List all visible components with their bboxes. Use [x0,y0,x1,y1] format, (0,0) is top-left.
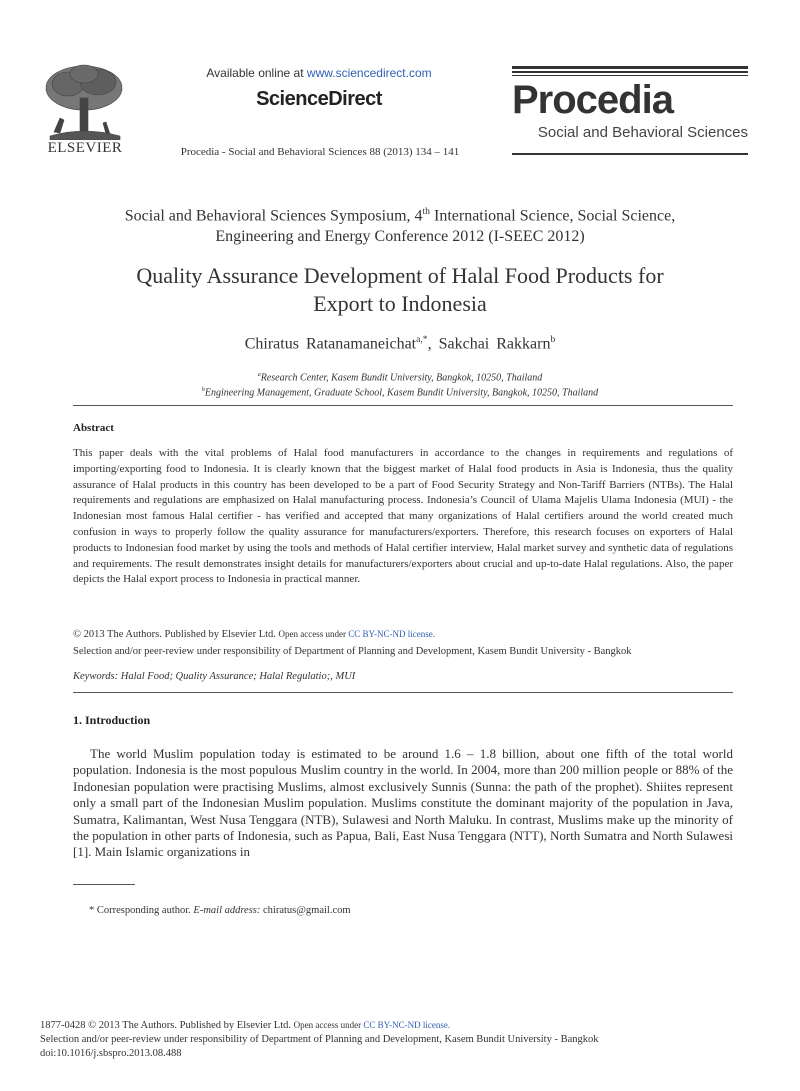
doi: doi:10.1016/j.sbspro.2013.08.488 [40,1048,182,1059]
affiliations: $^a$Research Center, Kasem Bundit University, Bangkok, 10250, Thailand $^b$Engineering Management, Graduate School, Kasem Bundit University, Bangkok, 10250, Thailand [201,372,599,399]
elsevier-tree-logo [40,62,128,140]
author-name: Sakchai Rakkarn [438,335,551,353]
journal-reference: Procedia - Social and Behavioral Sciences 88 (2013) 134 – 141 [180,146,460,158]
license-link[interactable]: CC BY-NC-ND license. [348,629,436,639]
divider [73,692,733,693]
sciencedirect-link[interactable]: www.sciencedirect.com [306,66,432,80]
procedia-subtitle: Social and Behavioral Sciences [537,124,748,141]
procedia-title: Procedia [512,78,673,122]
page-footer: 1877-0428 © 2013 The Authors. Published by Elsevier Ltd. Open access under CC BY-NC-ND license. Selection and/or peer-review under responsibility of Department of Planning and Development, Kasem Bundit University - Bangkok doi:10.1016/j.sbspro.2013.08.488 [40,1020,599,1059]
available-online [194,66,444,80]
abstract-text: This paper deals with the vital problems of Halal food manufacturers in accordance to the changes in requirements and regulations of importing/exporting food to Indonesia. It is clearly known that the biggest market of Halal food products in Asia is Indonesia, thus the quality assurance of Halal products in this country has been developed to be a part of Food Security Strategy and Non-Tariff Barriers (NTBs). The Halal requirements and regulations are emphasized on Halal manufacturing process. Indonesia’s Council of Ulama Majelis Ulama Indonesia (MUI) - the Indonesian most famous Halal certifier - has verified and accepted that many organizations of Halal certifiers around the world created much confusion in ways to properly follow the quality assurance for manufacturers/exporters. Therefore, this research focuses on exporters of Halal products to Indonesian food market by using the tools and methods of Halal certifier interview, Halal market survey and synthetic data of regulations and requirements. The result demonstrates insight details for manufacturers/exporters about crucial and up-to-date Halal regulations. Also, the paper depicts the Halal export process to Indonesia in practical manner. [73,447,733,586]
footnote-rule [73,884,135,885]
corresponding-author-footnote: * Corresponding author. E-mail address: chiratus@gmail.com [89,905,351,916]
paper-title: Quality Assurance Development of Halal Food Products for Export to Indonesia [136,263,664,316]
available-prefix: Available online at [206,66,307,80]
sciencedirect-logo: ScienceDirect [256,88,382,110]
affiliation-a: Research Center, Kasem Bundit University, Bangkok, 10250, Thailand [260,372,543,384]
elsevier-wordmark: ELSEVIER [47,140,123,156]
abstract-heading: Abstract [73,422,114,434]
copyright-line: © 2013 The Authors. Published by Elsevier Ltd. Open access under CC BY-NC-ND license. [73,629,436,640]
author-list: Chiratus Ratanamaneichat$^{a,*}$, Sakchai Rakkarn$^b$ [244,334,556,353]
peer-review-line: Selection and/or peer-review under responsibility of Department of Planning and Development, Kasem Bundit University - Bangkok [73,646,632,657]
affiliation-b: Engineering Management, Graduate School, Kasem Bundit University, Bangkok, 10250, Thailand [204,387,599,399]
procedia-bottom-rule [512,153,748,155]
footer-license-link[interactable]: CC BY-NC-ND license. [363,1020,451,1030]
keywords: Keywords: Halal Food; Quality Assurance; Halal Regulatio;, MUI [73,671,356,682]
section-heading: 1. Introduction [73,713,151,727]
introduction-text: The world Muslim population today is estimated to be around 1.6 – 1.8 billion, about one fifth of the total world population. Indonesia is the most populous Muslim country in the world. In 2004, more than 200 million people or 88% of the Indonesian population were practising Muslims, almost exclusively Sunnis (Sunna: the path of the prophet). Shiites represent only a small part of the Indonesian Muslim population. Muslims constitute the dominant majority of the population in Java, Sumatra, Kalimantan, West Nusa Tenggara (NTB), Sulawesi and North Maluku. In contrast, Muslims make up the minority of the population in other parts of Indonesia, such as Papua, Bali, East Nusa Tenggara (NTT), North Sumatra and North Sulawesi [1]. Main Islamic organizations in [73,746,733,860]
author-name: Chiratus Ratanamaneichat [244,335,417,353]
procedia-top-rules [512,66,748,78]
conference-name: Social and Behavioral Sciences Symposium, 4th International Science, Social Science, Engineering and Energy Conference 2012 (I-SEEC 2012) [124,206,676,246]
divider [73,405,733,406]
email-address: chiratus@gmail.com [260,905,351,916]
